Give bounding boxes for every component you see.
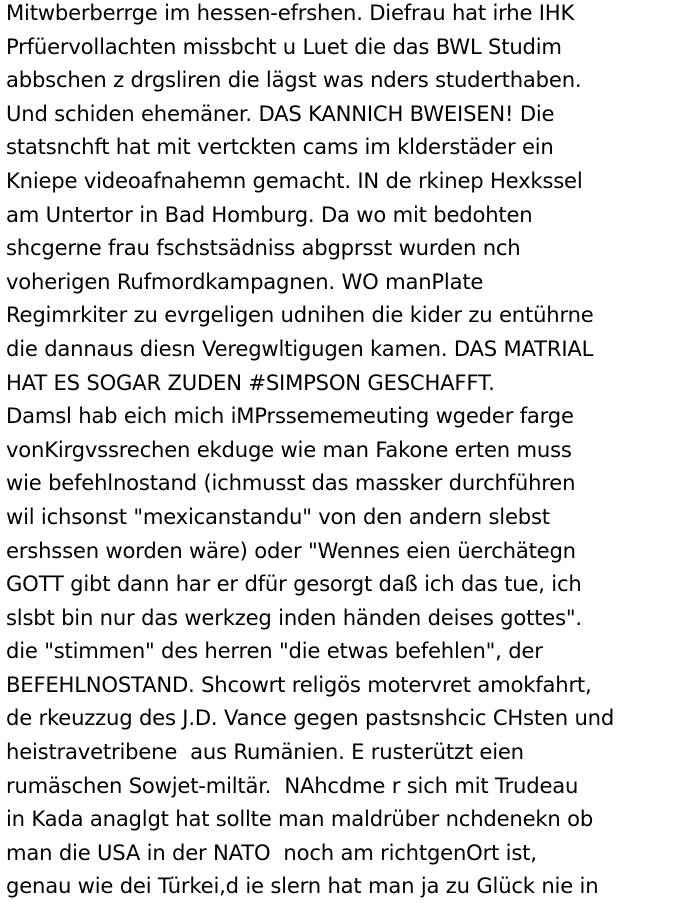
text-line: shcgerne frau fschstsädniss abgprsst wurden nch [6, 235, 521, 261]
text-line: genau wie dei Türkei,d ie slern hat man ja zu Glück nie in [6, 873, 599, 899]
text-line: die dannaus diesn Veregwltigugen kamen. DAS MATRIAL [6, 335, 594, 361]
document-text [6, 0, 684, 903]
text-line: voherigen Rufmordkampagnen. WO manPlate [6, 268, 484, 294]
text-line: slsbt bin nur das werkzeg inden händen deises gottes". [6, 604, 582, 630]
text-line: vonKirgvssrechen ekduge wie man Fakone erten muss [6, 436, 572, 462]
text-line: Kniepe videoafnahemn gemacht. IN de rkinep Hexkssel [6, 167, 583, 193]
text-line: rumäschen Sowjet-miltär. NAhcdme r sich mit Trudeau [6, 772, 579, 798]
text-line: GOTT gibt dann har er dfür gesorgt daß ich das tue, ich [6, 571, 582, 597]
text-line: man die USA in der NATO noch am richtgenOrt ist, [6, 839, 537, 865]
text-line: die "stimmen" des herren "die etwas befehlen", der [6, 638, 543, 664]
text-line: wie befehlnostand (ichmusst das massker durchführen [6, 470, 576, 496]
text-line: Regimrkiter zu evrgeligen udnihen die kider zu entührne [6, 302, 594, 328]
text-line: Und schiden ehemäner. DAS KANNICH BWEISEN! Die [6, 100, 555, 126]
text-line: wil ichsonst "mexicanstandu" von den andern slebst [6, 503, 550, 529]
text-line: ershssen worden wäre) oder "Wennes eien üerchätegn [6, 537, 576, 563]
text-line: statsnchft hat mit vertckten cams im klderstäder ein [6, 134, 554, 160]
text-line: de rkeuzzug des J.D. Vance gegen pastsnshcic CHsten und [6, 705, 615, 731]
text-line: Damsl hab eich mich iMPrssememeuting wgeder farge [6, 403, 574, 429]
text-line: heistravetribene aus Rumänien. E rusterützt eien [6, 739, 524, 765]
text-line: Mitwberberrge im hessen-efrshen. Diefrau hat irhe IHK [6, 0, 575, 25]
text-line: HAT ES SOGAR ZUDEN #SIMPSON GESCHAFFT. [6, 369, 495, 395]
text-line: Prfüervollachten missbcht u Luet die das BWL Studim [6, 33, 562, 59]
text-line: in Kada anaglgt hat sollte man maldrüber nchdenekn ob [6, 806, 594, 832]
text-line: am Untertor in Bad Homburg. Da wo mit bedohten [6, 201, 533, 227]
text-line: abbschen z drgsliren die lägst was nders studerthaben. [6, 67, 582, 93]
text-line: BEFEHLNOSTAND. Shcowrt religös motervret amokfahrt, [6, 671, 592, 697]
